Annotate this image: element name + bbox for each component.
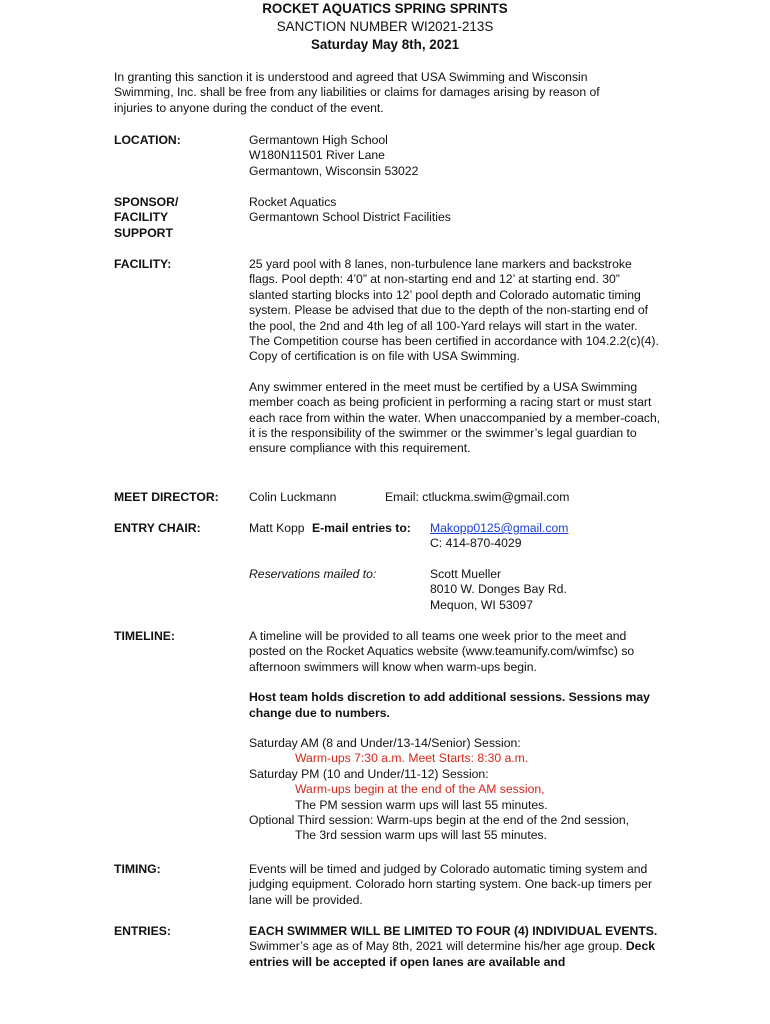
timeline-label: TIMELINE: bbox=[114, 629, 175, 643]
am-session-title: Saturday AM (8 and Under/13-14/Senior) Session: bbox=[249, 736, 521, 751]
meet-director-email: Email: ctluckma.swim@gmail.com bbox=[385, 490, 570, 504]
timing-paragraph: Events will be timed and judged by Colorado automatic timing system and judging equipment. Colorado horn starting system. One back-up timers per lane will be provided. bbox=[249, 862, 653, 907]
certification-paragraph: Any swimmer entered in the meet must be certified by a USA Swimming member coach as being proficient in performing a racing start or must start each race from within the water. When unaccompanied by a member-coach, it is the responsibility of the swimmer or the swimmer’s legal guardian to ensure compliance with this requirement. bbox=[249, 379, 661, 456]
deck-entries-note: Deck entries will be accepted if open lanes are available and bbox=[249, 939, 656, 969]
address-line: 8010 W. Donges Bay Rd. bbox=[430, 582, 567, 597]
sponsor-label-line: SPONSOR/ bbox=[114, 195, 179, 209]
location-line: Germantown, Wisconsin 53022 bbox=[249, 163, 419, 178]
entries-age-text: Swimmer’s age as of May 8th, 2021 will determine his/her age group. bbox=[249, 939, 626, 954]
sponsor-value bbox=[249, 195, 661, 226]
location-label: LOCATION: bbox=[114, 133, 181, 147]
pm-duration: The PM session warm ups will last 55 minutes. bbox=[295, 797, 548, 812]
entries-paragraph bbox=[249, 924, 661, 970]
email-entries-label: E-mail entries to: bbox=[311, 521, 411, 535]
pm-warmups: Warm-ups begin at the end of the AM session, bbox=[295, 782, 545, 797]
facility-description bbox=[249, 257, 661, 457]
intro-paragraph: In granting this sanction it is understood and agreed that USA Swimming and Wisconsin Swimming, Inc. shall be free from any liabilities or claims for damages arising by reason of injuries to anyone during the conduct of the event. bbox=[114, 70, 600, 115]
entry-phone: C: 414-870-4029 bbox=[430, 536, 522, 551]
am-warmups: Warm-ups 7:30 a.m. Meet Starts: 8:30 a.m. bbox=[295, 751, 529, 766]
sponsor-label-line: SUPPORT bbox=[114, 225, 173, 240]
document-title: ROCKET AQUATICS SPRING SPRINTS bbox=[262, 1, 508, 16]
third-session-title: Optional Third session: Warm-ups begin at the end of the 2nd session, bbox=[249, 813, 630, 828]
meet-director-label: MEET DIRECTOR: bbox=[114, 490, 219, 504]
entries-limit: EACH SWIMMER WILL BE LIMITED TO FOUR (4) INDIVIDUAL EVENTS. bbox=[249, 924, 658, 938]
reservations-label: Reservations mailed to: bbox=[249, 567, 377, 581]
entry-email-link[interactable]: Makopp0125@gmail.com bbox=[430, 521, 569, 535]
meet-director-name: Colin Luckmann bbox=[249, 490, 337, 504]
location-line: W180N11501 River Lane bbox=[249, 148, 385, 163]
timeline-content bbox=[249, 629, 661, 844]
facility-paragraph: 25 yard pool with 8 lanes, non-turbulence lane markers and backstroke flags. Pool depth: 4’0” at non-starting end and 12’ at starting end. 30” slanted starting blocks into 12’ pool depth and Colorado automatic timing system. Please be advised that due to the depth of the non-starting end of the pool, the 2nd and 4th leg of all 100-Yard relays will start in the water. The Competition course has been certified in accordance with 104.2.2(c)(4). Copy of certification is on file with USA Swimming. bbox=[249, 257, 659, 364]
facility-label: FACILITY: bbox=[114, 257, 172, 271]
sponsor-label-line: FACILITY bbox=[114, 210, 169, 225]
entries-label: ENTRIES: bbox=[114, 924, 171, 938]
sponsor-label bbox=[114, 195, 178, 241]
sponsor-line: Rocket Aquatics bbox=[249, 195, 337, 209]
sanction-number: SANCTION NUMBER WI2021-213S bbox=[276, 19, 494, 34]
timing-label: TIMING: bbox=[114, 862, 161, 876]
timeline-paragraph: A timeline will be provided to all teams one week prior to the meet and posted on the Rocket Aquatics website (www.teamunify.com/wimfsc) so afternoon swimmers will know when warm-ups begin. bbox=[249, 629, 635, 674]
entry-chair-line bbox=[249, 521, 429, 536]
location-line: Germantown High School bbox=[249, 133, 388, 147]
meet-date: Saturday May 8th, 2021 bbox=[310, 37, 460, 52]
pm-session-title: Saturday PM (10 and Under/11-12) Session: bbox=[249, 766, 489, 781]
host-discretion-note: Host team holds discretion to add additional sessions. Sessions may change due to numbers. bbox=[249, 690, 650, 720]
address-line: Scott Mueller bbox=[430, 567, 502, 581]
entry-chair-label: ENTRY CHAIR: bbox=[114, 521, 201, 535]
entry-chair-name: Matt Kopp bbox=[249, 521, 305, 535]
third-duration: The 3rd session warm ups will last 55 minutes. bbox=[295, 828, 547, 843]
entry-chair-contact bbox=[430, 521, 630, 552]
address-line: Mequon, WI 53097 bbox=[430, 597, 533, 612]
location-address bbox=[249, 133, 661, 179]
sponsor-line: Germantown School District Facilities bbox=[249, 210, 451, 225]
reservations-address bbox=[430, 567, 630, 613]
